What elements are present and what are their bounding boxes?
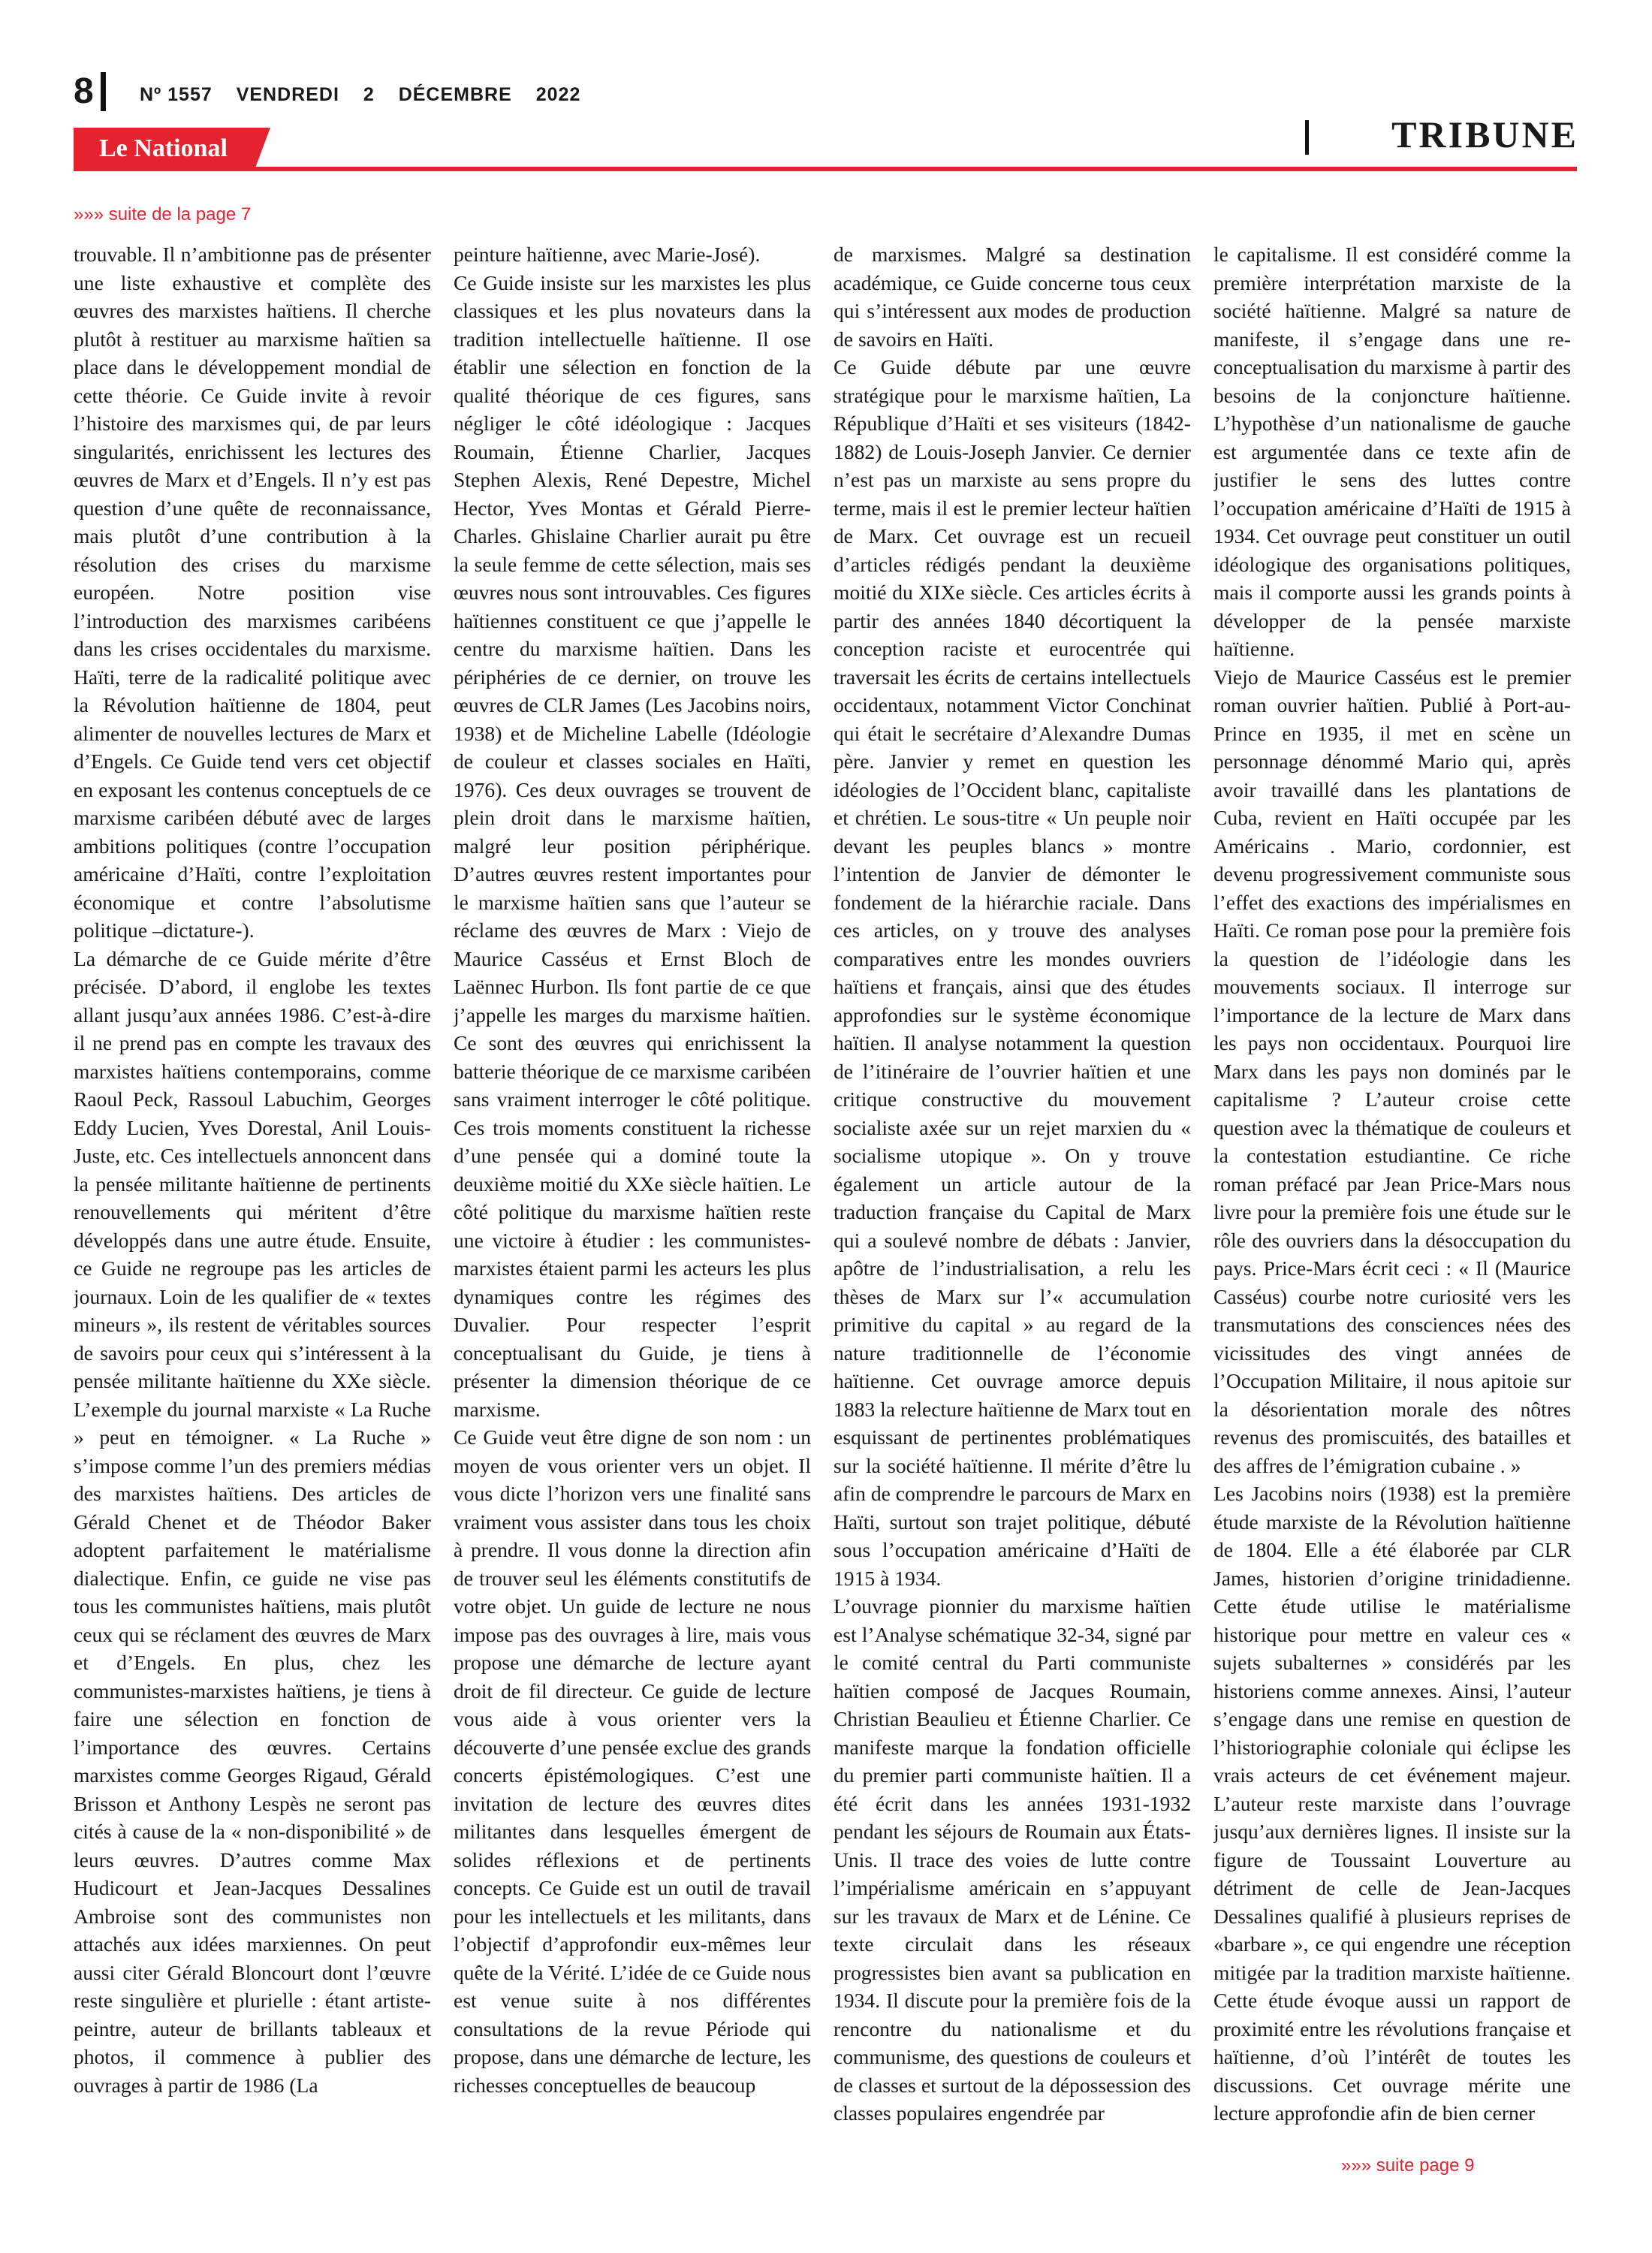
article-paragraph: Ce Guide insiste sur les marxistes les plus classiques et les plus novateurs dans la tradition intellectuelle haïtienne. Il ose établir une sélection en fonction de la qualité théorique de ces figures, sans négliger le côté idéologique : Jacques Roumain, Étienne Charlier, Jacques Stephen Alexis, René Depestre, Michel Hector, Yves Montas et Gérald Pierre-Charles. Ghislaine Charlier aurait pu être la seule femme de cette sélection, mais ses œuvres nous sont introuvables. Ces figures haïtiennes constituent ce que j’appelle le centre du marxisme haïtien. Dans les périphéries de ce dernier, on trouve les œuvres de CLR James (Les Jacobins noirs, 1938) et de Micheline Labelle (Idéologie de couleur et classes sociales en Haïti, 1976). Ces deux ouvrages se trouvent de plein droit dans le marxisme haïtien, malgré leur position périphérique. D’autres œuvres restent importantes pour le marxisme haïtien sans que l’auteur se réclame des œuvres de Marx : Viejo de Maurice Casséus et Ernst Bloch de Laënnec Hurbon. Ils font partie de ce que j’appelle les marges du marxisme haïtien. Ce sont des œuvres qui enrichissent la batterie théorique de ce marxisme caribéen sans vraiment interroger le côté politique. Ces trois moments constituent la richesse d’une pensée qui a dominé toute la deuxième moitié du XXe siècle haïtien. Le côté politique du marxisme haïtien reste une victoire à étudier : les communistes-marxistes étaient parmi les acteurs les plus dynamiques contre les régimes des Duvalier. Pour respecter l’esprit conceptualisant du Guide, je tiens à présenter la dimension théorique de ce marxisme. [454, 270, 811, 1421]
article-column-3 [834, 240, 1191, 2148]
page-number-divider [101, 72, 106, 111]
brand-rule [74, 167, 1577, 171]
article-column-4 [1213, 240, 1571, 2148]
issue-weekday: VENDREDI [236, 84, 339, 105]
article-column-1 [74, 240, 431, 2148]
article-paragraph: L’ouvrage pionnier du marxisme haïtien est l’Analyse schématique 32-34, signé par le comité central du Parti communiste haïtien composé de Jacques Roumain, Christian Beaulieu et Étienne Charlier. Ce manifeste marque la fondation officielle du premier parti communiste haïtien. Il a été écrit dans les années 1931-1932 pendant les séjours de Roumain aux États-Unis. Il trace des voies de lutte contre l’impérialisme américain en s’appuyant sur les travaux de Marx et de Lénine. Ce texte circulait dans les réseaux progressistes bien avant sa publication en 1934. Il discute pour la première fois de la rencontre du nationalisme et du communisme, des questions de couleurs et de classes et surtout de la dépossession des classes populaires engendrée par [834, 1594, 1191, 2125]
article-paragraph: Ce Guide débute par une œuvre stratégique pour le marxisme haïtien, La République d’Haïti et ses visiteurs (1842-1882) de Louis-Joseph Janvier. Ce dernier n’est pas un marxiste au sens propre du terme, mais il est le premier lecteur haïtien de Marx. Cet ouvrage est un recueil d’articles rédigés pendant la deuxième moitié du XIXe siècle. Ces articles écrits à partir des années 1840 décortiquent la conception raciste et eurocentrée qui traversait les écrits de certains intellectuels occidentaux, notamment Victor Conchinat qui était le secrétaire d’Alexandre Dumas père. Janvier y remet en question les idéologies de l’Occident blanc, capitaliste et chrétien. Le sous-titre « Un peuple noir devant les peuples blancs » montre l’intention de Janvier de démonter le fondement de la hiérarchie raciale. Dans ces articles, on y trouve des analyses comparatives entre les mondes ouvriers haïtiens et français, ainsi que des études approfondies sur le système économique haïtien. Il analyse notamment la question de l’itinéraire de l’ouvrier haïtien et une critique constructive du mouvement socialiste axée sur un rejet marxien du « socialisme utopique ». On y trouve également un article autour de la traduction française du Capital de Marx qui a soulevé nombre de débats : Janvier, apôtre de l’industrialisation, a relu les thèses de Marx sur l’« accumulation primitive du capital » au regard de la nature traditionnelle de l’économie haïtienne. Cet ouvrage amorce depuis 1883 la relecture haïtienne de Marx tout en esquissant de pertinentes problématiques sur la société haïtienne. Il mérite d’être lu afin de comprendre le parcours de Marx en Haïti, surtout son trajet politique, débuté sous l’occupation américaine d’Haïti de 1915 à 1934. [834, 355, 1191, 1590]
page-number: 8 [74, 71, 94, 111]
article-paragraph: Les Jacobins noirs (1938) est la première étude marxiste de la Révolution haïtienne de 1804. Elle a été élaborée par CLR James, historien d’origine trinidadienne. Cette étude utilise le matérialisme historique pour mettre en valeur ces « sujets subalternes » considérés par les historiens comme annexes. Ainsi, l’auteur s’engage dans une remise en question de l’historiographie coloniale qui éclipse les vrais acteurs de cet événement majeur. L’auteur reste marxiste dans l’ouvrage jusqu’aux dernières lignes. Il insiste sur la figure de Toussaint Louverture au détriment de celle de Jean-Jacques Dessalines qualifié à plusieurs reprises de «barbare », ce qui engendre une réception mitigée par la tradition marxiste haïtienne. Cette étude évoque aussi un rapport de proximité entre les révolutions française et haïtienne, d’où l’intérêt de toutes les discussions. Cet ouvrage mérite une lecture approfondie afin de bien cerner [1213, 1482, 1571, 2125]
article-paragraph: trouvable. Il n’ambitionne pas de présenter une liste exhaustive et complète des œuvres des marxistes haïtiens. Il cherche plutôt à restituer au marxisme haïtien sa place dans le développement mondial de cette théorie. Ce Guide invite à revoir l’histoire des marxismes qui, de par leurs singularités, enrichissent les lectures des œuvres de Marx et d’Engels. Il n’y est pas question d’une quête de reconnaissance, mais plutôt d’une contribution à la résolution des crises du marxisme européen. Notre position vise l’introduction des marxismes caribéens dans les crises occidentales du marxisme. Haïti, terre de la radicalité politique avec la Révolution haïtienne de 1804, peut alimenter de nouvelles lectures de Marx et d’Engels. Ce Guide tend vers cet objectif en exposant les contenus conceptuels de ce marxisme caribéen débuté avec de larges ambitions politiques (contre l’occupation américaine d’Haïti, contre l’exploitation économique et contre l’absolutisme politique –dictature-). [74, 243, 431, 942]
article-paragraph: le capitalisme. Il est considéré comme la première interprétation marxiste de la société haïtienne. Malgré sa nature de manifeste, il s’engage dans une re-conceptualisation du marxisme à partir des besoins de la conjoncture haïtienne. L’hypothèse d’un nationalisme de gauche est argumentée dans ce texte afin de justifier le sens des luttes contre l’occupation américaine d’Haïti de 1915 à 1934. Cet ouvrage peut constituer un outil idéologique des organisations politiques, mais il comporte aussi les grands points à développer de la pensée marxiste haïtienne. [1213, 243, 1571, 660]
issue-info [140, 84, 598, 106]
issue-month: DÉCEMBRE [398, 84, 512, 105]
page-header [0, 0, 1652, 180]
section-divider [1305, 120, 1309, 155]
publication-name: Le National [99, 134, 228, 162]
article-column-2 [454, 240, 811, 2148]
article-paragraph: La démarche de ce Guide mérite d’être précisée. D’abord, il englobe les textes allant jusqu’aux années 1986. C’est-à-dire il ne prend pas en compte les travaux des marxistes haïtiens contemporains, comme Raoul Peck, Rassoul Labuchim, Georges Eddy Lucien, Yves Dorestal, Anil Louis-Juste, etc. Ces intellectuels annoncent dans la pensée militante haïtienne de pertinents renouvellements qui méritent d’être développés dans une autre étude. Ensuite, ce Guide ne regroupe pas les articles de journaux. Loin de les qualifier de « textes mineurs », ils restent de véritables sources de savoirs pour ceux qui s’intéressent à la pensée militante haïtienne du XXe siècle. L’exemple du journal marxiste « La Ruche » peut en témoigner. « La Ruche » s’impose comme l’un des premiers médias des marxistes haïtiens. Des articles de Gérald Chenet et de Théodor Baker adoptent parfaitement le matérialisme dialectique. Enfin, ce guide ne vise pas tous les communistes haïtiens, mais plutôt ceux qui se réclament des œuvres de Marx et d’Engels. En plus, chez les communistes-marxistes haïtiens, je tiens à faire une sélection en fonction de l’importance des œuvres. Certains marxistes comme Georges Rigaud, Gérald Brisson et Anthony Lespès ne seront pas cités à cause de la « non-disponibilité » de leurs œuvres. D’autres comme Max Hudicourt et Jean-Jacques Dessalines Ambroise sont des communistes non attachés aux idées marxiennes. On peut aussi citer Gérald Bloncourt dont l’œuvre reste singulière et plurielle : étant artiste-peintre, auteur de brillants tableaux et photos, il commence à publier des ouvrages à partir de 1986 (La [74, 946, 431, 2097]
article-paragraph: Ce Guide veut être digne de son nom : un moyen de vous orienter vers un objet. Il vous dicte l’horizon vers une finalité sans vraiment vous assister dans tous les choix à prendre. Il vous donne la direction afin de trouver seul les éléments constitutifs de votre objet. Un guide de lecture ne nous impose pas des ouvrages à lire, mais vous propose une démarche de lecture ayant droit de fil directeur. Ce guide de lecture vous aide à vous orienter vers la découverte d’une pensée exclue des grands concerts épistémologiques. C’est une invitation de lecture des œuvres dites militantes dans lesquelles émergent de solides réflexions et de pertinents concepts. Ce Guide est un outil de travail pour les intellectuels et les militants, dans l’objectif d’approfondir eux-mêmes leur quête de la Vérité. L’idée de ce Guide nous est venue suite à nos différentes consultations de la revue Période qui propose, dans une démarche de lecture, les richesses conceptuelles de beaucoup [454, 1425, 811, 2097]
continued-from-link[interactable]: »»» suite de la page 7 [74, 204, 252, 225]
article-paragraph: Viejo de Maurice Casséus est le premier roman ouvrier haïtien. Publié à Port-au-Prince en 1935, il met en scène un personnage dénommé Mario qui, après avoir travaillé dans les plantations de Cuba, revient en Haïti occupée par les Américains . Mario, cordonnier, est devenu progressivement communiste sous l’effet des exactions des impérialismes en Haïti. Ce roman pose pour la première fois la question de l’idéologie dans les mouvements sociaux. Il interroge sur l’importance de la lecture de Marx dans les pays non occidentaux. Pourquoi lire Marx dans les pays non dominés par le capitalisme ? L’auteur croise cette question avec la thématique de couleurs et la contestation estudiantine. Ce riche roman préfacé par Jean Price-Mars nous livre pour la première fois une étude sur le rôle des ouvriers dans la désoccupation du pays. Price-Mars écrit ceci : « Il (Maurice Casséus) courbe notre curiosité vers les transmutations des consciences nées des vicissitudes des vingt années de l’Occupation Militaire, il nous apitoie sur la désorientation morale des nôtres revenus des promiscuités, des batailles et des affres de l’émigration cubaine . » [1213, 665, 1571, 1477]
article-paragraph: de marxismes. Malgré sa destination académique, ce Guide concerne tous ceux qui s’intéressent aux modes de production de savoirs en Haïti. [834, 243, 1191, 351]
issue-year: 2022 [535, 84, 581, 105]
section-title: TRIBUNE [1391, 113, 1578, 155]
article-paragraph: peinture haïtienne, avec Marie-José). [454, 243, 761, 266]
issue-day: 2 [363, 84, 375, 105]
issue-number: Nº 1557 [140, 84, 213, 105]
continued-to-link[interactable]: »»» suite page 9 [1341, 2155, 1475, 2176]
